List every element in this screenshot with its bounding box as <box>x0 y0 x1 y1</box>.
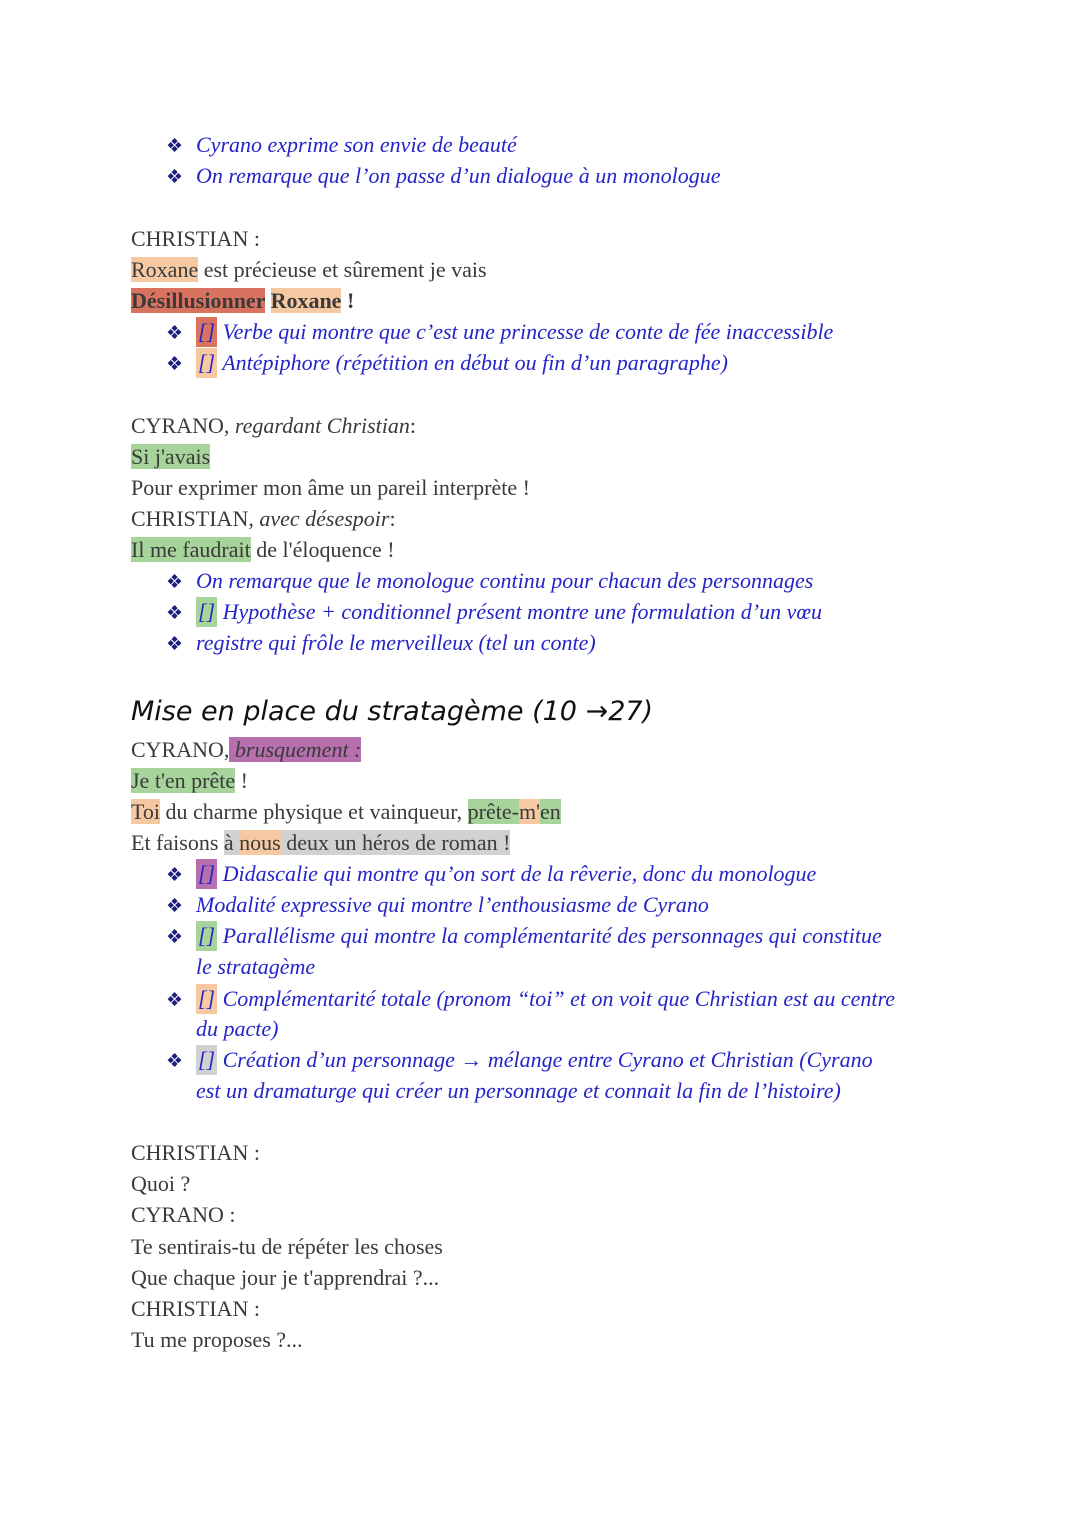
bracket-marker: [] <box>196 317 217 347</box>
bracket-marker: [] <box>196 597 217 627</box>
bullet-item: ❖ Cyrano exprime son envie de beauté <box>166 130 517 162</box>
speaker-label: CYRANO, regardant Christian: <box>131 413 417 438</box>
bullet-item: ❖ [] Complémentarité totale (pronom “toi” et on voit que Christian est au centre <box>166 984 895 1016</box>
bullet-diamond-icon: ❖ <box>166 572 184 593</box>
bullet-item: ❖ registre qui frôle le merveilleux (tel un conte) <box>166 628 596 660</box>
section-heading: Mise en place du stratagème (10 →27) <box>131 696 654 727</box>
speaker-label: CYRANO : <box>131 1202 236 1227</box>
verse-line: Désillusionner Roxane ! <box>131 288 355 313</box>
speaker-label: CHRISTIAN : <box>131 1140 260 1165</box>
verse-line: Te sentirais-tu de répéter les choses <box>131 1234 443 1259</box>
bullet-item: ❖ [] Antépiphore (répétition en début ou fin d’un paragraphe) <box>166 348 728 380</box>
speaker-label: CHRISTIAN, avec désespoir: <box>131 506 396 531</box>
bullet-diamond-icon: ❖ <box>166 927 184 948</box>
bracket-marker: [] <box>196 921 217 951</box>
bullet-diamond-icon: ❖ <box>166 896 184 917</box>
bracket-marker: [] <box>196 348 217 378</box>
verse-line: Toi du charme physique et vainqueur, prête-m'en <box>131 799 561 824</box>
bullet-diamond-icon: ❖ <box>166 634 184 655</box>
verse-line: Tu me proposes ?... <box>131 1327 303 1352</box>
bullet-item: ❖ On remarque que l’on passe d’un dialogue à un monologue <box>166 161 720 193</box>
bullet-item: ❖ [] Hypothèse + conditionnel présent montre une formulation d’un vœu <box>166 597 822 629</box>
bullet-continuation: du pacte) <box>196 1016 279 1041</box>
verse-line: Quoi ? <box>131 1171 191 1196</box>
bracket-marker: [] <box>196 984 217 1014</box>
bullet-item: ❖ [] Didascalie qui montre qu’on sort de la rêverie, donc du monologue <box>166 859 816 891</box>
speaker-label: CYRANO, brusquement : <box>131 737 362 762</box>
speaker-label: CHRISTIAN : <box>131 226 260 251</box>
bullet-diamond-icon: ❖ <box>166 1051 184 1072</box>
bullet-diamond-icon: ❖ <box>166 603 184 624</box>
bullet-diamond-icon: ❖ <box>166 136 184 157</box>
verse-line: Si j'avais <box>131 444 211 469</box>
bullet-diamond-icon: ❖ <box>166 167 184 188</box>
bullet-diamond-icon: ❖ <box>166 865 184 886</box>
bracket-marker: [] <box>196 1045 217 1075</box>
verse-line: Il me faudrait de l'éloquence ! <box>131 537 395 562</box>
verse-line: Pour exprimer mon âme un pareil interprète ! <box>131 475 530 500</box>
bullet-item: ❖ [] Parallélisme qui montre la complémentarité des personnages qui constitue <box>166 921 882 953</box>
bullet-item: ❖ [] Création d’un personnage → mélange entre Cyrano et Christian (Cyrano <box>166 1045 873 1077</box>
bullet-item: ❖ [] Verbe qui montre que c’est une princesse de conte de fée inaccessible <box>166 317 833 349</box>
verse-line: Je t'en prête ! <box>131 768 248 793</box>
bullet-diamond-icon: ❖ <box>166 323 184 344</box>
bullet-item: ❖ Modalité expressive qui montre l’enthousiasme de Cyrano <box>166 890 709 922</box>
bullet-diamond-icon: ❖ <box>166 354 184 375</box>
bullet-continuation: est un dramaturge qui créer un personnage et connait la fin de l’histoire) <box>196 1078 841 1103</box>
verse-line: Roxane est précieuse et sûrement je vais <box>131 257 487 282</box>
bullet-continuation: le stratagème <box>196 954 316 979</box>
bullet-diamond-icon: ❖ <box>166 990 184 1011</box>
verse-line: Et faisons à nous deux un héros de roman ! <box>131 830 511 855</box>
verse-line: Que chaque jour je t'apprendrai ?... <box>131 1265 440 1290</box>
bullet-item: ❖ On remarque que le monologue continu pour chacun des personnages <box>166 566 813 598</box>
speaker-label: CHRISTIAN : <box>131 1296 260 1321</box>
bracket-marker: [] <box>196 859 217 889</box>
